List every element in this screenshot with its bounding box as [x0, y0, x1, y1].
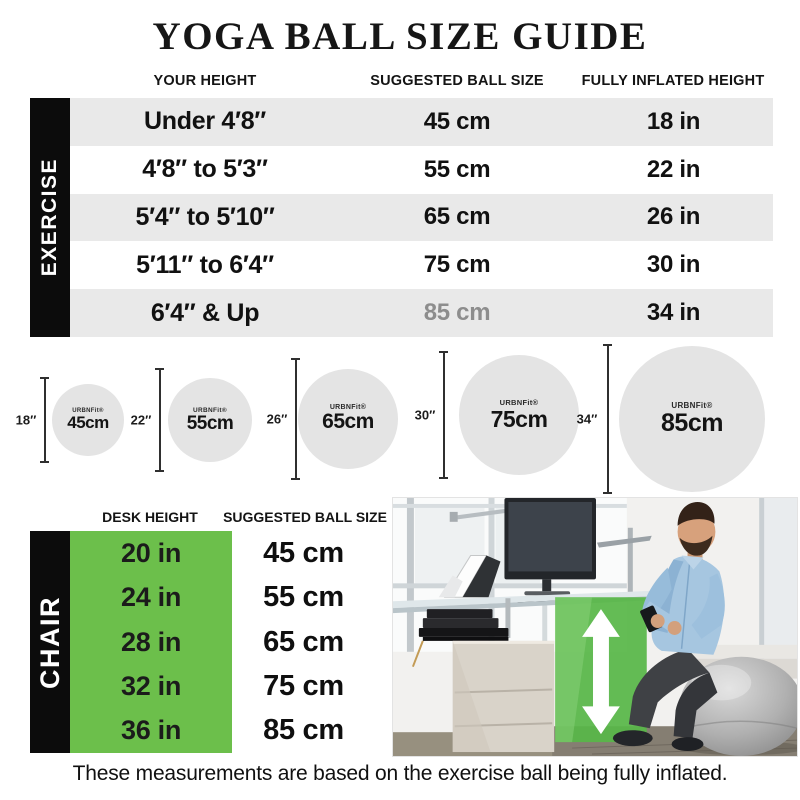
yoga-ball-graphic: [168, 378, 252, 462]
table-row: [70, 98, 773, 146]
ball-size-cell: 85 cm: [423, 299, 491, 327]
exercise-header-your-height: YOUR HEIGHT: [153, 73, 257, 89]
chair-header-desk-height: DESK HEIGHT: [102, 509, 198, 525]
exercise-table: [30, 98, 773, 337]
ball-size-cell: 85 cm: [263, 714, 344, 747]
ball-size-cell: 65 cm: [263, 625, 344, 658]
height-ruler-icon: [439, 351, 448, 479]
ball-height-label: 18″: [15, 412, 37, 428]
table-row: [70, 709, 375, 753]
chair-section-label: CHAIR: [34, 595, 65, 689]
yoga-ball-graphic: [619, 346, 765, 492]
ball-brand-label: URBNFit®: [671, 401, 713, 411]
inflated-height-cell: 22 in: [646, 155, 701, 183]
ball-height-label: 34″: [576, 411, 598, 427]
exercise-header-inflated-height: FULLY INFLATED HEIGHT: [581, 73, 765, 89]
exercise-rows: [70, 98, 773, 337]
table-row: [70, 620, 375, 664]
ball-size-cell: 45 cm: [423, 107, 491, 135]
desk-height-cell: 28 in: [120, 626, 182, 657]
exercise-section-label: EXERCISE: [38, 158, 61, 277]
inflated-height-cell: 26 in: [646, 203, 701, 231]
ball-size-cell: 55 cm: [263, 581, 344, 614]
exercise-section-bar: [30, 98, 70, 337]
your-height-cell: 5′4″ to 5′10″: [135, 202, 275, 231]
chair-table: [30, 531, 375, 753]
height-ruler-icon: [155, 368, 164, 472]
office-photo: [392, 497, 798, 757]
desk-height-cell: 20 in: [120, 537, 182, 568]
ball-size-label: 85cm: [661, 409, 723, 438]
footer-note: These measurements are based on the exercise ball being fully inflated.: [72, 762, 728, 785]
desk-height-cell: 36 in: [120, 715, 182, 746]
ball-size-label: 55cm: [186, 412, 234, 434]
ball-size-cell: 45 cm: [263, 536, 344, 569]
ball-size-label: 75cm: [490, 406, 548, 433]
your-height-cell: 5′11″ to 6′4″: [136, 250, 274, 279]
ball-size-label: 65cm: [322, 410, 374, 434]
ball-brand-label: URBNFit®: [499, 398, 539, 408]
ball-size-label: 45cm: [67, 413, 109, 433]
ball-size-cell: 55 cm: [423, 155, 491, 183]
inflated-height-cell: 30 in: [646, 251, 701, 279]
height-ruler-icon: [603, 344, 612, 494]
ball-size-cell: 75 cm: [423, 251, 491, 279]
yoga-ball-graphic: [459, 355, 579, 475]
yoga-ball-graphic: [52, 384, 124, 456]
your-height-cell: 6′4″ & Up: [150, 298, 260, 327]
desk-height-cell: 24 in: [120, 582, 182, 613]
table-row: [70, 241, 773, 289]
chair-section-bar: [30, 531, 70, 753]
ball-height-label: 30″: [414, 407, 436, 423]
ball-size-diagram: [0, 340, 800, 500]
inflated-height-cell: 18 in: [646, 107, 701, 135]
ball-brand-label: URBNFit®: [72, 408, 104, 415]
exercise-header-ball-size: SUGGESTED BALL SIZE: [370, 73, 544, 89]
ball-size-cell: 75 cm: [263, 669, 344, 702]
table-row: [70, 664, 375, 708]
ball-brand-label: URBNFit®: [329, 404, 367, 412]
ball-height-label: 26″: [266, 411, 288, 427]
inflated-height-cell: 34 in: [646, 299, 701, 327]
ball-height-label: 22″: [130, 412, 152, 428]
page-title: YOGA BALL SIZE GUIDE: [152, 15, 648, 58]
ball-brand-label: URBNFit®: [193, 406, 227, 414]
table-row: [70, 146, 773, 194]
yoga-ball-graphic: [298, 369, 398, 469]
your-height-cell: 4′8″ to 5′3″: [142, 155, 268, 184]
table-row: [70, 289, 773, 337]
office-photo-illustration: [393, 498, 797, 756]
desk-height-cell: 32 in: [120, 670, 182, 701]
chair-rows: [70, 531, 375, 753]
table-row: [70, 575, 375, 619]
ball-size-cell: 65 cm: [423, 203, 491, 231]
table-row: [70, 194, 773, 242]
chair-header-ball-size: SUGGESTED BALL SIZE: [223, 509, 387, 525]
your-height-cell: Under 4′8″: [144, 107, 266, 136]
height-ruler-icon: [40, 377, 49, 463]
table-row: [70, 531, 375, 575]
